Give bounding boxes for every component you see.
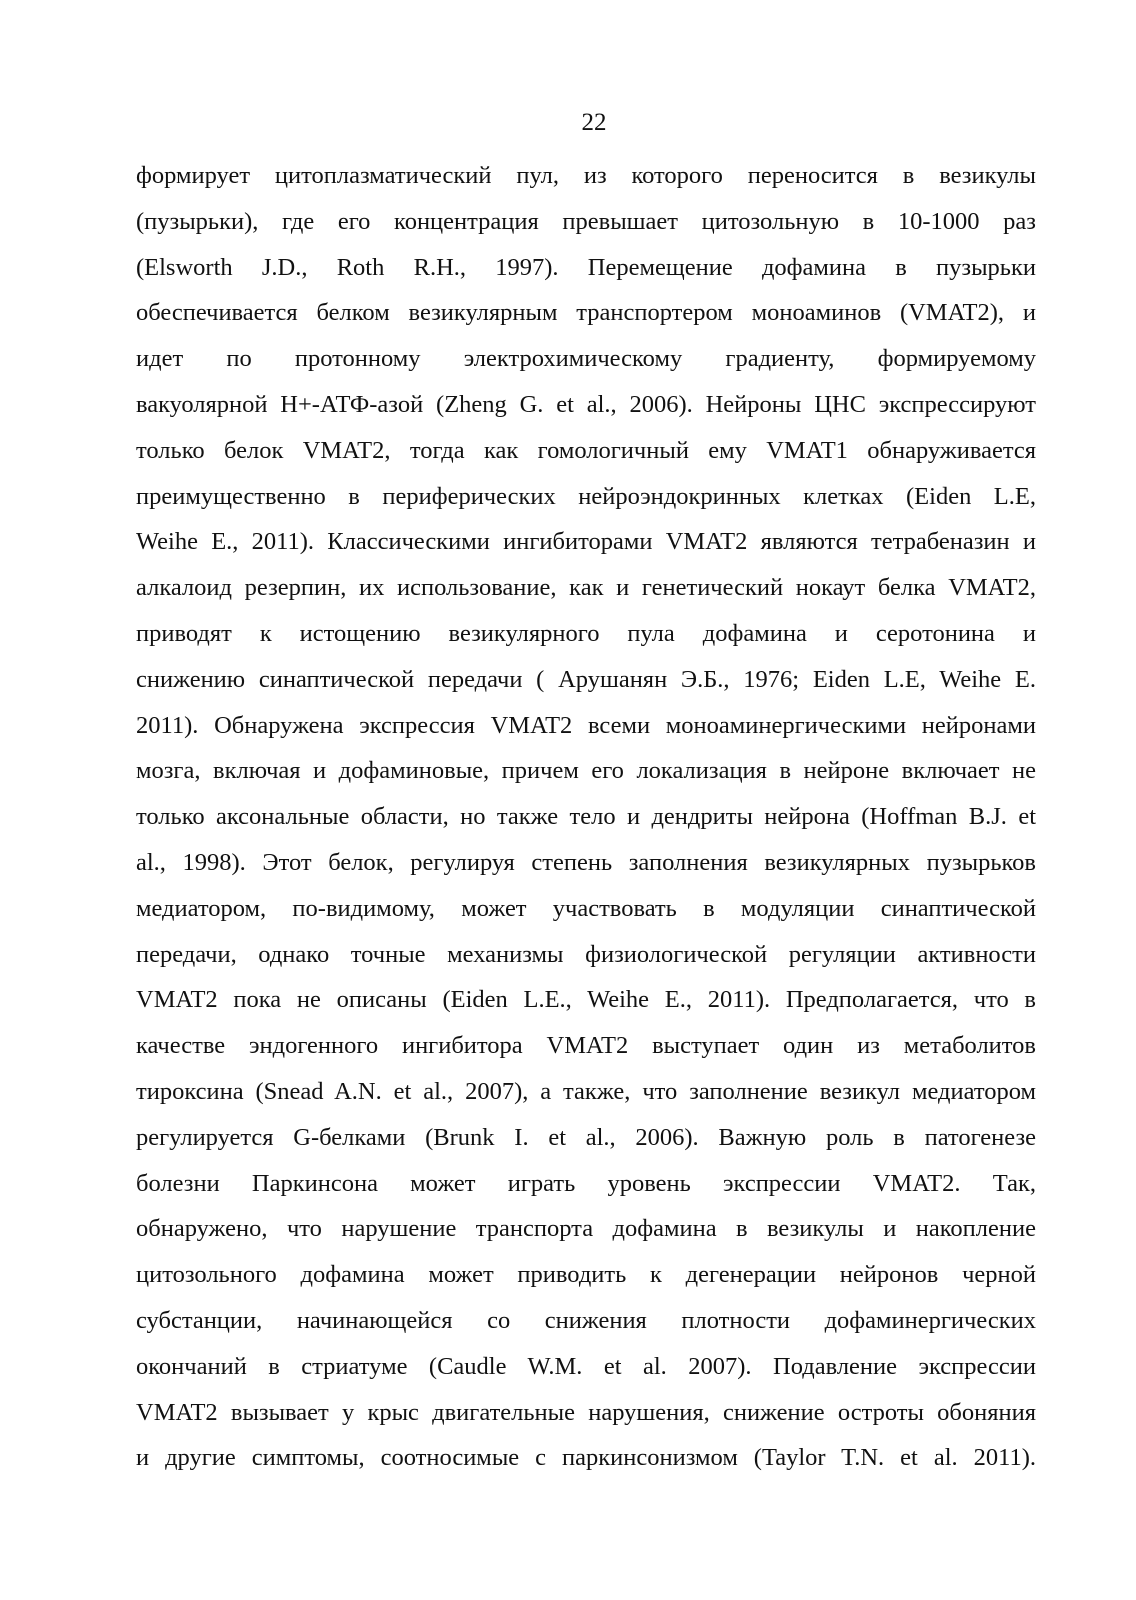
text-line: формирует цитоплазматический пул, из которого переносится в везикулы (136, 162, 1036, 189)
text-line: снижению синаптической передачи ( Арушанян Э.Б., 1976; Eiden L.E, Weihe E. (136, 665, 1036, 693)
text-line: (пузырьки), где его концентрация превышает цитозольную в 10-1000 раз (136, 207, 1036, 235)
text-line: обеспечивается белком везикулярным транспортером моноаминов (VMAT2), и (136, 299, 1036, 327)
text-line: приводят к истощению везикулярного пула дофамина и серотонина и (136, 619, 1036, 647)
text-line: преимущественно в периферических нейроэндокринных клетках (Eiden L.E, (136, 482, 1036, 510)
body-text (136, 153, 1036, 1481)
text-line: передачи, однако точные механизмы физиологической регуляции активности (136, 940, 1036, 968)
text-line: цитозольного дофамина может приводить к дегенерации нейронов черной (136, 1261, 1036, 1289)
text-line: 2011). Обнаружена экспрессия VMAT2 всеми моноаминергическими нейронами (136, 711, 1036, 739)
text-line: только белок VMAT2, тогда как гомологичный ему VMAT1 обнаруживается (136, 436, 1036, 464)
text-line: VMAT2 вызывает у крыс двигательные нарушения, снижение остроты обоняния (136, 1398, 1036, 1426)
text-line: и другие симптомы, соотносимые с паркинсонизмом (Taylor T.N. et al. 2011). (136, 1444, 1036, 1472)
text-line: идет по протонному электрохимическому градиенту, формируемому (136, 345, 1036, 373)
text-line: тироксина (Snead A.N. et al., 2007), а также, что заполнение везикул медиатором (136, 1077, 1036, 1105)
text-line: субстанции, начинающейся со снижения плотности дофаминергических (136, 1306, 1036, 1334)
text-line: алкалоид резерпин, их использование, как и генетический нокаут белка VMAT2, (136, 574, 1036, 602)
text-line: только аксональные области, но также тело и дендриты нейрона (Hoffman B.J. et (136, 803, 1036, 831)
text-line: окончаний в стриатуме (Caudle W.M. et al. 2007). Подавление экспрессии (136, 1352, 1036, 1380)
text-line: качестве эндогенного ингибитора VMAT2 выступает один из метаболитов (136, 1032, 1036, 1060)
text-line: болезни Паркинсона может играть уровень экспрессии VMAT2. Так, (136, 1169, 1036, 1197)
text-line: обнаружено, что нарушение транспорта дофамина в везикулы и накопление (136, 1215, 1036, 1243)
text-line: Weihe E., 2011). Классическими ингибиторами VMAT2 являются тетрабеназин и (136, 528, 1036, 556)
text-line: мозга, включая и дофаминовые, причем его локализация в нейроне включает не (136, 757, 1036, 785)
text-line: VMAT2 пока не описаны (Eiden L.E., Weihe E., 2011). Предполагается, что в (136, 986, 1036, 1014)
text-line: медиатором, по-видимому, может участвовать в модуляции синаптической (136, 894, 1036, 922)
text-line: регулируется G-белками (Brunk I. et al., 2006). Важную роль в патогенезе (136, 1123, 1036, 1151)
page-number: 22 (581, 109, 607, 136)
text-line: вакуолярной Н+-АТФ-азой (Zheng G. et al., 2006). Нейроны ЦНС экспрессируют (136, 390, 1036, 418)
text-line: (Elsworth J.D., Roth R.H., 1997). Перемещение дофамина в пузырьки (136, 253, 1036, 281)
text-line: al., 1998). Этот белок, регулируя степень заполнения везикулярных пузырьков (136, 848, 1036, 876)
